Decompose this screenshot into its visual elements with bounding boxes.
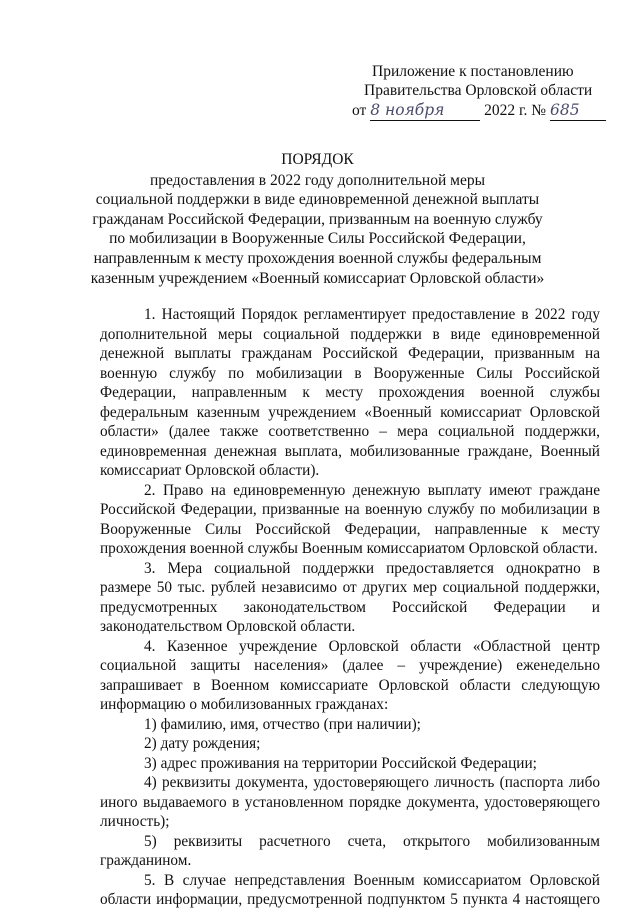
header-year: 2022 г. №	[484, 102, 547, 119]
handwritten-date: 8 ноября	[370, 101, 480, 121]
header-from: от	[352, 102, 367, 119]
list-item: 4) реквизиты документа, удостоверяющего личность (паспорта либо иного выдаваемого в установленном порядке документа, удостоверяющего личность);	[100, 774, 600, 830]
title-line: гражданам Российской Федерации, призванным на военную службу	[92, 210, 543, 228]
paragraph: 5. В случае непредставления Военным комиссариатом Орловской области информации, предусмотренной подпунктом 5 пункта 4 настоящего	[100, 871, 600, 908]
document-body	[100, 305, 600, 910]
header-line-1: Приложение к постановлению	[372, 63, 574, 80]
title-line: предоставления в 2022 году дополнительной меры	[150, 171, 485, 189]
list-item: 3) адрес проживания на территории Российской Федерации;	[144, 754, 537, 772]
list-item: 2) дату рождения;	[144, 735, 261, 752]
title-line: казенным учреждением «Военный комиссариат Орловской области»	[90, 269, 545, 287]
document-title	[0, 150, 635, 288]
paragraph: 3. Мера социальной поддержки предоставляется однократно в размере 50 тыс. рублей независимо от других мер социальной поддержки, предусмотренных законодательством Российской Федерации и законодательством Орловской области.	[100, 559, 600, 635]
handwritten-number: 685	[550, 101, 606, 121]
title-line: направленным к месту прохождения военной службы федеральным	[93, 249, 542, 267]
title-line: по мобилизации в Вооруженные Силы Российской Федерации,	[109, 230, 526, 248]
list-item: 5) реквизиты расчетного счета, открытого мобилизованным гражданином.	[100, 832, 600, 869]
header-date-line	[352, 101, 606, 121]
paragraph: 1. Настоящий Порядок регламентирует предоставление в 2022 году дополнительной меры социальной поддержки в виде единовременной денежной выплаты гражданам Российской Федерации, призванным на военную службу по мобилизации в Вооруженные Силы Российской Федерации, направленным к месту прохождения военной службы федеральным казенным учреждением «Военный комиссариат Орловской области» (далее также соответственно – мера социальной поддержки, единовременная денежная выплата, мобилизованные граждане, Военный комиссариат Орловской области).	[100, 306, 600, 479]
header-line-2: Правительства Орловской области	[364, 82, 593, 99]
title-line: социальной поддержки в виде единовременной денежной выплаты	[95, 191, 540, 209]
list-item: 1) фамилию, имя, отчество (при наличии);	[144, 715, 421, 733]
title-heading: ПОРЯДОК	[281, 151, 354, 168]
paragraph: 4. Казенное учреждение Орловской области «Областной центр социальной защиты населения» (далее – учреждение) еженедельно запрашивает в Военном комиссариате Орловской области следующую информацию о мобилизованных гражданах:	[100, 637, 600, 713]
paragraph: 2. Право на единовременную денежную выплату имеют граждане Российской Федерации, призванные на военную службу по мобилизации в Вооруженные Силы Российской Федерации, направленные к месту прохождения военной службы Военным комиссариатом Орловской области.	[100, 481, 600, 557]
